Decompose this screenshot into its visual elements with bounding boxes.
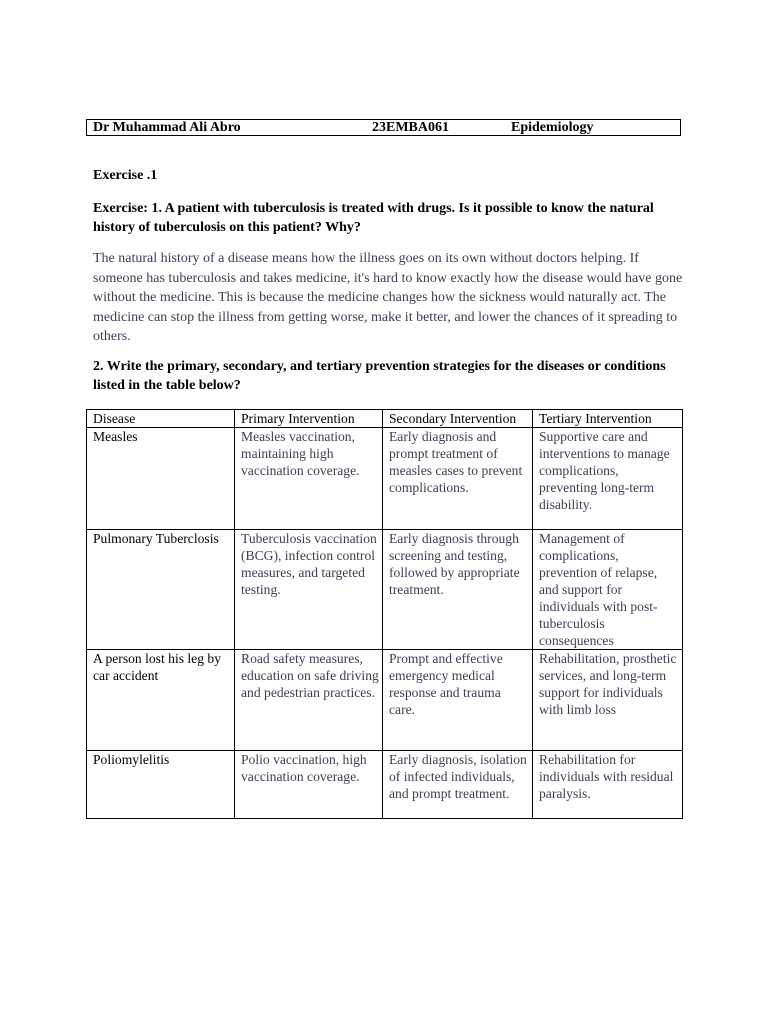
author-name: Dr Muhammad Ali Abro: [93, 120, 241, 135]
table-row: [87, 650, 683, 751]
tertiary-cell: Rehabilitation, prosthetic services, and long-term support for individuals with limb loss: [533, 650, 683, 751]
header-box: [86, 119, 681, 136]
tertiary-cell: Management of complications, prevention of relapse, and support for individuals with post-tuberculosis consequences: [533, 530, 683, 650]
secondary-cell: Prompt and effective emergency medical response and trauma care.: [383, 650, 533, 751]
table-row: [87, 530, 683, 650]
secondary-cell: Early diagnosis, isolation of infected individuals, and prompt treatment.: [383, 751, 533, 819]
primary-cell: Tuberculosis vaccination (BCG), infection control measures, and targeted testing.: [235, 530, 383, 650]
question-2: 2. Write the primary, secondary, and tertiary prevention strategies for the diseases or conditions listed in the table below?: [93, 359, 666, 393]
table-row: [87, 751, 683, 819]
tertiary-cell: Rehabilitation for individuals with residual paralysis.: [533, 751, 683, 819]
student-id: 23EMBA061: [372, 120, 449, 135]
secondary-cell: Early diagnosis through screening and testing, followed by appropriate treatment.: [383, 530, 533, 650]
primary-cell: Polio vaccination, high vaccination coverage.: [235, 751, 383, 819]
exercise-title: Exercise .1: [93, 168, 158, 183]
tertiary-cell: Supportive care and interventions to manage complications, preventing long-term disability.: [533, 428, 683, 530]
header-disease: Disease: [87, 410, 235, 428]
disease-cell: Measles: [87, 428, 235, 530]
question-1: Exercise: 1. A patient with tuberculosis is treated with drugs. Is it possible to know the natural history of tuberculosis on this patient? Why?: [93, 201, 654, 235]
primary-cell: Road safety measures, education on safe driving and pedestrian practices.: [235, 650, 383, 751]
header-tertiary: Tertiary Intervention: [533, 410, 683, 428]
disease-cell: Poliomylelitis: [87, 751, 235, 819]
secondary-cell: Early diagnosis and prompt treatment of measles cases to prevent complications.: [383, 428, 533, 530]
table-row: [87, 428, 683, 530]
primary-cell: Measles vaccination, maintaining high vaccination coverage.: [235, 428, 383, 530]
answer-1: The natural history of a disease means how the illness goes on its own without doctors helping. If someone has tuberculosis and takes medicine, it's hard to know exactly how the disease would have gone without the medicine. This is because the medicine changes how the sickness would naturally act. The medicine can stop the illness from getting worse, make it better, and lower the chances of it spreading to others.: [93, 251, 683, 344]
prevention-table: [86, 409, 683, 819]
disease-cell: Pulmonary Tuberclosis: [87, 530, 235, 650]
subject-name: Epidemiology: [511, 120, 594, 135]
header-secondary: Secondary Intervention: [383, 410, 533, 428]
table-header-row: [87, 410, 683, 428]
disease-cell: A person lost his leg by car accident: [87, 650, 235, 751]
header-primary: Primary Intervention: [235, 410, 383, 428]
